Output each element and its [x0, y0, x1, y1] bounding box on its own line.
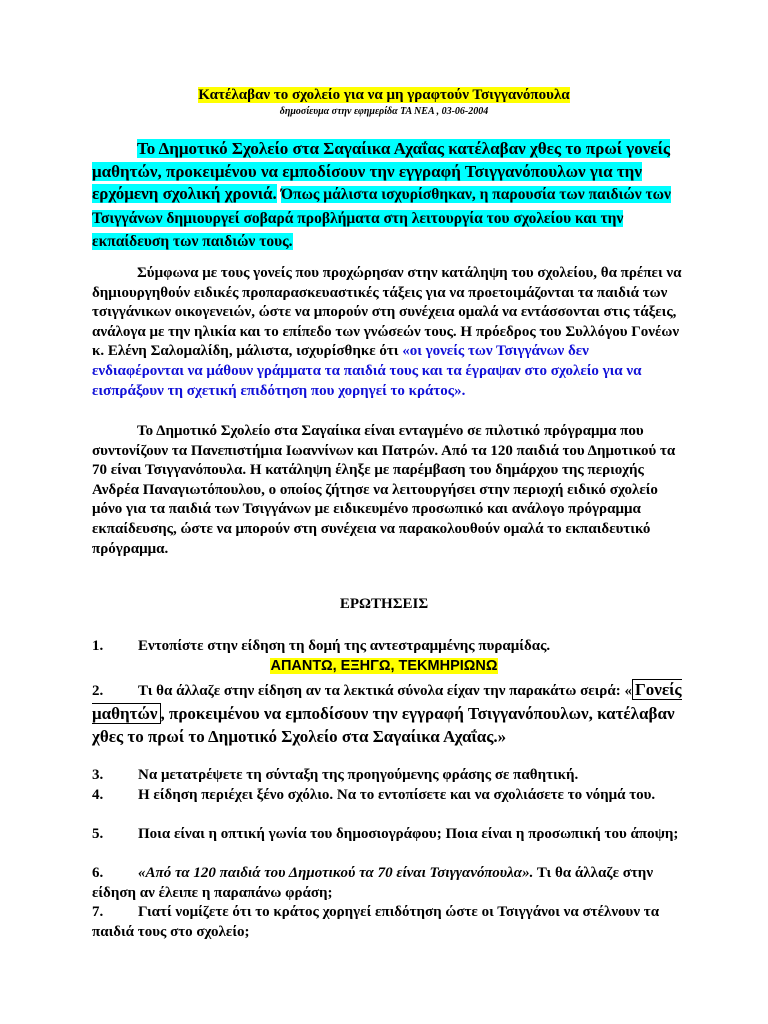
- question-7: 7. Γιατί νομίζετε ότι το κράτος χορηγεί επιδότηση ώστε οι Τσιγγάνοι να στέλνουν τα παιδιά τους στο σχολείο;: [92, 904, 660, 940]
- paragraph-2: [92, 422, 682, 559]
- paragraph-1: [92, 264, 682, 401]
- paragraph-2-text: Το Δημοτικό Σχολείο στα Σαγαίικα είναι ενταγμένο σε πιλοτικό πρόγραμμα που συντονίζουν τα Πανεπιστήμια Ιωαννίνων και Πατρών. Από τα 120 παιδιά του Δημοτικού τα 70 είναι Τσιγγανόπουλα. Η κατάληψη έληξε με παρέμβαση του δημάρχου της περιοχής Ανδρέα Παναγιωτόπουλου, ο οποίος ζήτησε να λειτουργήσει στην περιοχή ειδικό σχολείο μόνο για τα παιδιά των Τσιγγάνων με ειδικευμένο προσωπικό και ανάλογο πρόγραμμα εκπαίδευσης, ώστε να μπορούν στη συνέχεια να παρακολουθούν ομαλά το εκπαιδευτικό πρόγραμμα.: [92, 423, 676, 557]
- question-6: 6. «Από τα 120 παιδιά του Δημοτικού τα 70 είναι Τσιγγανόπουλα». Τι θα άλλαζε στην είδηση αν έλειπε η παραπάνω φράση;: [92, 865, 654, 901]
- lead-highlight-2: Όπως μάλιστα ισχυρίσθηκαν, η παρουσία των παιδιών των Τσιγγάνων δημιουργεί σοβαρά προβλήματα στη λειτουργία του σχολείου και την εκπαίδευση των παιδιών τους.: [92, 186, 671, 250]
- answer-banner: [0, 657, 768, 675]
- paragraph-1-quote: «οι γονείς των Τσιγγάνων δεν ενδιαφέρονται να μάθουν γράμματα τα παιδιά τους και τα έγραψαν στο σχολείο για να εισπράξουν τη σχετική επιδότηση που χορηγεί το κράτος».: [92, 343, 642, 399]
- article-source: δημοσίευμα στην εφημερίδα ΤΑ ΝΕΑ , 03-06-2004: [279, 106, 489, 117]
- article-title-text: Κατέλαβαν το σχολείο για να μη γραφτούν Τσιγγανόπουλα: [198, 87, 570, 103]
- article-title: [0, 86, 768, 104]
- answer-banner-text: ΑΠΑΝΤΩ, ΕΞΗΓΩ, ΤΕΚΜΗΡΙΩΝΩ: [270, 658, 498, 674]
- lead-highlight-1: Το Δημοτικό Σχολείο στα Σαγαίικα Αχαΐας κατέλαβαν χθες το πρωί γονείς μαθητών, προκειμένου να εμποδίσουν την εγγραφή Τσιγγανόπουλων για την ερχόμενη σχολική χρονιά.: [92, 139, 671, 203]
- question-2: 2. Τι θα άλλαζε στην είδηση αν τα λεκτικά σύνολα είχαν την παρακάτω σειρά: « Γονείς μαθητών , προκειμένου να εμποδίσουν την εγγραφή Τσιγγανόπουλων, κατέλαβαν χθες το πρωί το Δημοτικό Σχολείο στα Σαγαίικα Αχαΐας.»: [92, 680, 682, 747]
- question-1: 1. Εντοπίστε στην είδηση τη δομή της αντεστραμμένης πυραμίδας.: [92, 638, 551, 654]
- lead-paragraph: [92, 138, 682, 254]
- paragraph-1-text: Σύμφωνα με τους γονείς που προχώρησαν στην κατάληψη του σχολείου, θα πρέπει να δημιουργηθούν ειδικές προπαρασκευαστικές τάξεις για να προετοιμάζονται τα παιδιά των τσιγγάνικων οικογενειών, ώστε να μπορούν στη συνέχεια ομαλά να εντάσσονται στις τάξεις, ανάλογα με την ηλικία και το επίπεδο των γνώσεών τους. Η πρόεδρος του Συλλόγου Γονέων κ. Ελένη Σαλομαλίδη, μάλιστα, ισχυρίσθηκε ότι: [92, 265, 682, 360]
- question-3: 3. Να μετατρέψετε τη σύνταξη της προηγούμενης φράσης σε παθητική.: [92, 767, 579, 783]
- boxed-phrase: Γονείς μαθητών: [92, 680, 682, 723]
- questions-heading: ΕΡΩΤΗΣΕΙΣ: [339, 596, 429, 612]
- question-4: 4. Η είδηση περιέχει ξένο σχόλιο. Να το εντοπίσετε και να σχολιάσετε το νόημά του.: [92, 787, 656, 803]
- question-5: 5. Ποια είναι η οπτική γωνία του δημοσιογράφου; Ποια είναι η προσωπική του άποψη;: [92, 826, 679, 842]
- question-6-quote: «Από τα 120 παιδιά του Δημοτικού τα 70 είναι Τσιγγανόπουλα».: [138, 865, 534, 881]
